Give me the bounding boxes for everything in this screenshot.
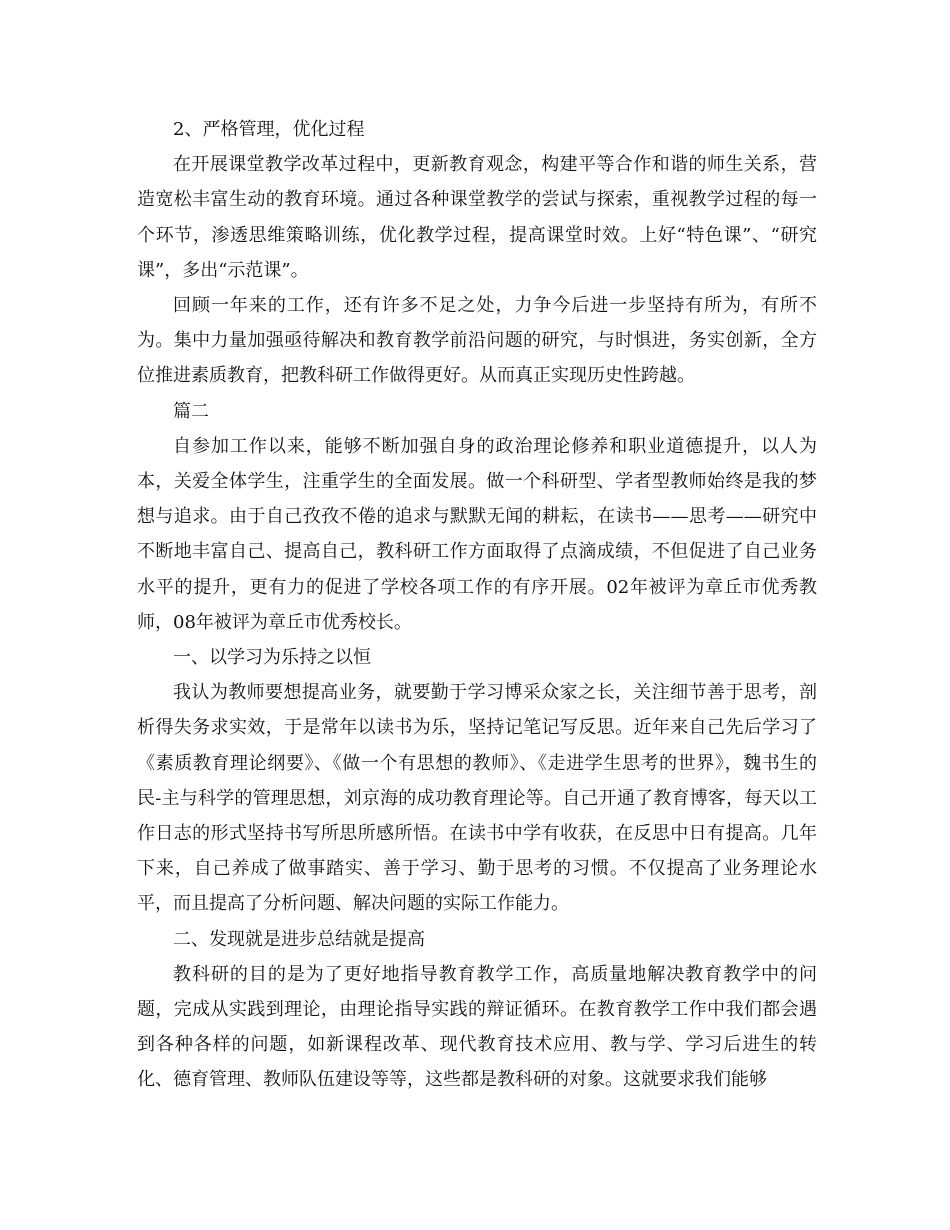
paragraph-research-purpose: 教科研的目的是为了更好地指导教育教学工作，高质量地解决教育教学中的问题，完成从实践到理论，由理论指导实践的辩证循环。在教育教学工作中我们都会遇到各种各样的问题，如新课程改革、现代教育技术应用、教与学、学习后进生的转化、德育管理、教师队伍建设等等，这些都是教科研的对象。这就要求我们能够	[137, 963, 817, 1091]
section-heading-learning: 一、以学习为乐持之以恒	[173, 647, 371, 669]
document-body	[137, 112, 817, 1098]
section-heading-strict-management: 2、严格管理，优化过程	[173, 119, 365, 140]
section-heading-part-two: 篇二	[173, 400, 209, 422]
section-heading-discovery: 二、发现就是进步总结就是提高	[173, 928, 425, 950]
paragraph-classroom-reform: 在开展课堂教学改革过程中，更新教育观念，构建平等合作和谐的师生关系，营造宽松丰富生动的教育环境。通过各种课堂教学的尝试与探索，重视教学过程的每一个环节，渗透思维策略训练，优化教学过程，提高课堂时效。上好“特色课”、“研究课”，多出“示范课”。	[137, 154, 817, 281]
paragraph-learning: 我认为教师要想提高业务，就要勤于学习博采众家之长，关注细节善于思考，剖析得失务求实效，于是常年以读书为乐，坚持记笔记写反思。近年来自己先后学习了《素质教育理论纲要》、《做一个有思想的教师》、《走进学生思考的世界》，魏书生的民-主与科学的管理思想，刘京海的成功教育理论等。自己开通了教育博客，每天以工作日志的形式坚持书写所思所感所悟。在读书中学有收获，在反思中日有提高。几年下来，自己养成了做事踏实、善于学习、勤于思考的习惯。不仅提高了业务理论水平，而且提高了分析问题、解决问题的实际工作能力。	[137, 682, 817, 915]
paragraph-year-review: 回顾一年来的工作，还有许多不足之处，力争今后进一步坚持有所为，有所不为。集中力量加强亟待解决和教育教学前沿问题的研究，与时惧进，务实创新，全方位推进素质教育，把教科研工作做得更好。从而真正实现历史性跨越。	[137, 295, 817, 387]
paragraph-career-summary: 自参加工作以来，能够不断加强自身的政治理论修养和职业道德提升，以人为本，关爱全体学生，注重学生的全面发展。做一个科研型、学者型教师始终是我的梦想与追求。由于自己孜孜不倦的追求与默默无闻的耕耘，在读书——思考——研究中不断地丰富自己、提高自己，教科研工作方面取得了点滴成绩，不但促进了自己业务水平的提升，更有力的促进了学校各项工作的有序开展。02年被评为章丘市优秀教师，08年被评为章丘市优秀校长。	[137, 435, 817, 633]
